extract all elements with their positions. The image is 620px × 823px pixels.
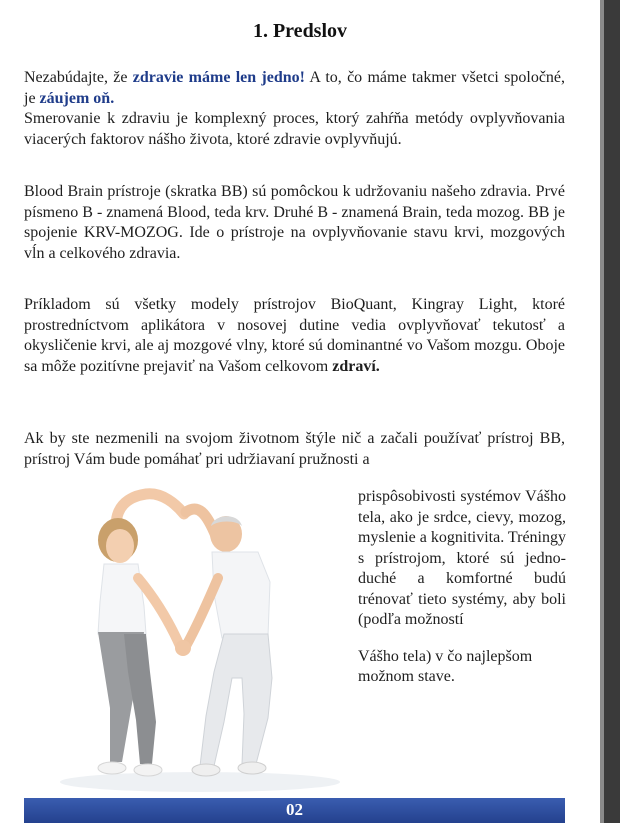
- intro-text-2: A to, čo máme takmer všetci spoločné, je: [24, 69, 566, 107]
- page-footer-bar: [24, 798, 565, 823]
- page-title: 1. Predslov: [252, 20, 348, 42]
- intro-highlight-1: zdravie máme len jedno!: [132, 69, 305, 86]
- man-shoe-right: [238, 762, 266, 774]
- blood-brain-paragraph: [24, 182, 565, 264]
- lifestyle-text: Ak by ste nezmenili na svojom životnom štýle nič a začali používať prístroj BB, prístroj Vám bude pomáhať pri udržiavaní pružnosti a: [24, 430, 565, 468]
- intro-text-3: Smerovanie k zdraviu je komplexný proces, ktorý zahŕňa metódy ovplyvňovania viacerých faktorov nášho života, ktoré zdravie ovplyvňujú.: [24, 110, 565, 148]
- man-lower-arm: [186, 578, 218, 646]
- intro-text-1: Nezabúdajte, že: [24, 69, 133, 86]
- page-number: 02: [286, 800, 303, 819]
- examples-text: Príkladom sú všetky modely prístrojov BioQuant, Kingray Light, ktoré prostredníctvom aplikátora v nosovej dutine vedia ovplyvňovať tekutosť a okysličenie krvi, ale aj mozgové vlny, ktoré sú dominantné vo Vašom mozgu. Oboje sa môže pozitívne prejaviť na Vašom celkovom: [24, 296, 565, 375]
- lifestyle-last-text: Vášho tela) v čo najlepšom možnom stave.: [358, 647, 533, 685]
- man-shoe-left: [192, 764, 220, 776]
- lifestyle-continued-text: prispôsobivosti systémov Vášho tela, ako je srdce, cievy, mozog, myslenie a kognitivita. Tréningy s prístrojom, ktoré sú jedno-duché a komfortné budú trénovať tieto systémy, aby boli (podľa možností: [358, 488, 566, 628]
- page-edge-highlight: [600, 0, 604, 823]
- examples-paragraph: [24, 295, 565, 377]
- lifestyle-continued: [358, 471, 566, 704]
- woman-shoe-left: [98, 762, 126, 774]
- lifestyle-paragraph: [24, 429, 565, 470]
- intro-paragraph: [24, 68, 565, 150]
- examples-bold: zdraví.: [332, 357, 380, 375]
- blood-brain-text: Blood Brain prístroje (skratka BB) sú pomôckou k udržovaniu našeho zdravia. Prvé písmeno B - znamená Blood, teda krv. Druhé B - znamená Brain, teda mozog. BB je spojenie KRV-MOZOG. Ide o prístroje na ovplyvňovanie stavu krvi, mozgových vĺn a celkového zdravia.: [24, 183, 565, 262]
- joined-hands: [175, 640, 191, 656]
- man-trousers: [200, 634, 272, 766]
- woman-shoe-right: [134, 764, 162, 776]
- couple-heart-illustration: [46, 482, 354, 800]
- man-shirt: [212, 552, 270, 638]
- woman-face: [106, 529, 134, 563]
- intro-highlight-2: záujem oň.: [39, 89, 115, 107]
- page-edge-shadow: [600, 0, 620, 823]
